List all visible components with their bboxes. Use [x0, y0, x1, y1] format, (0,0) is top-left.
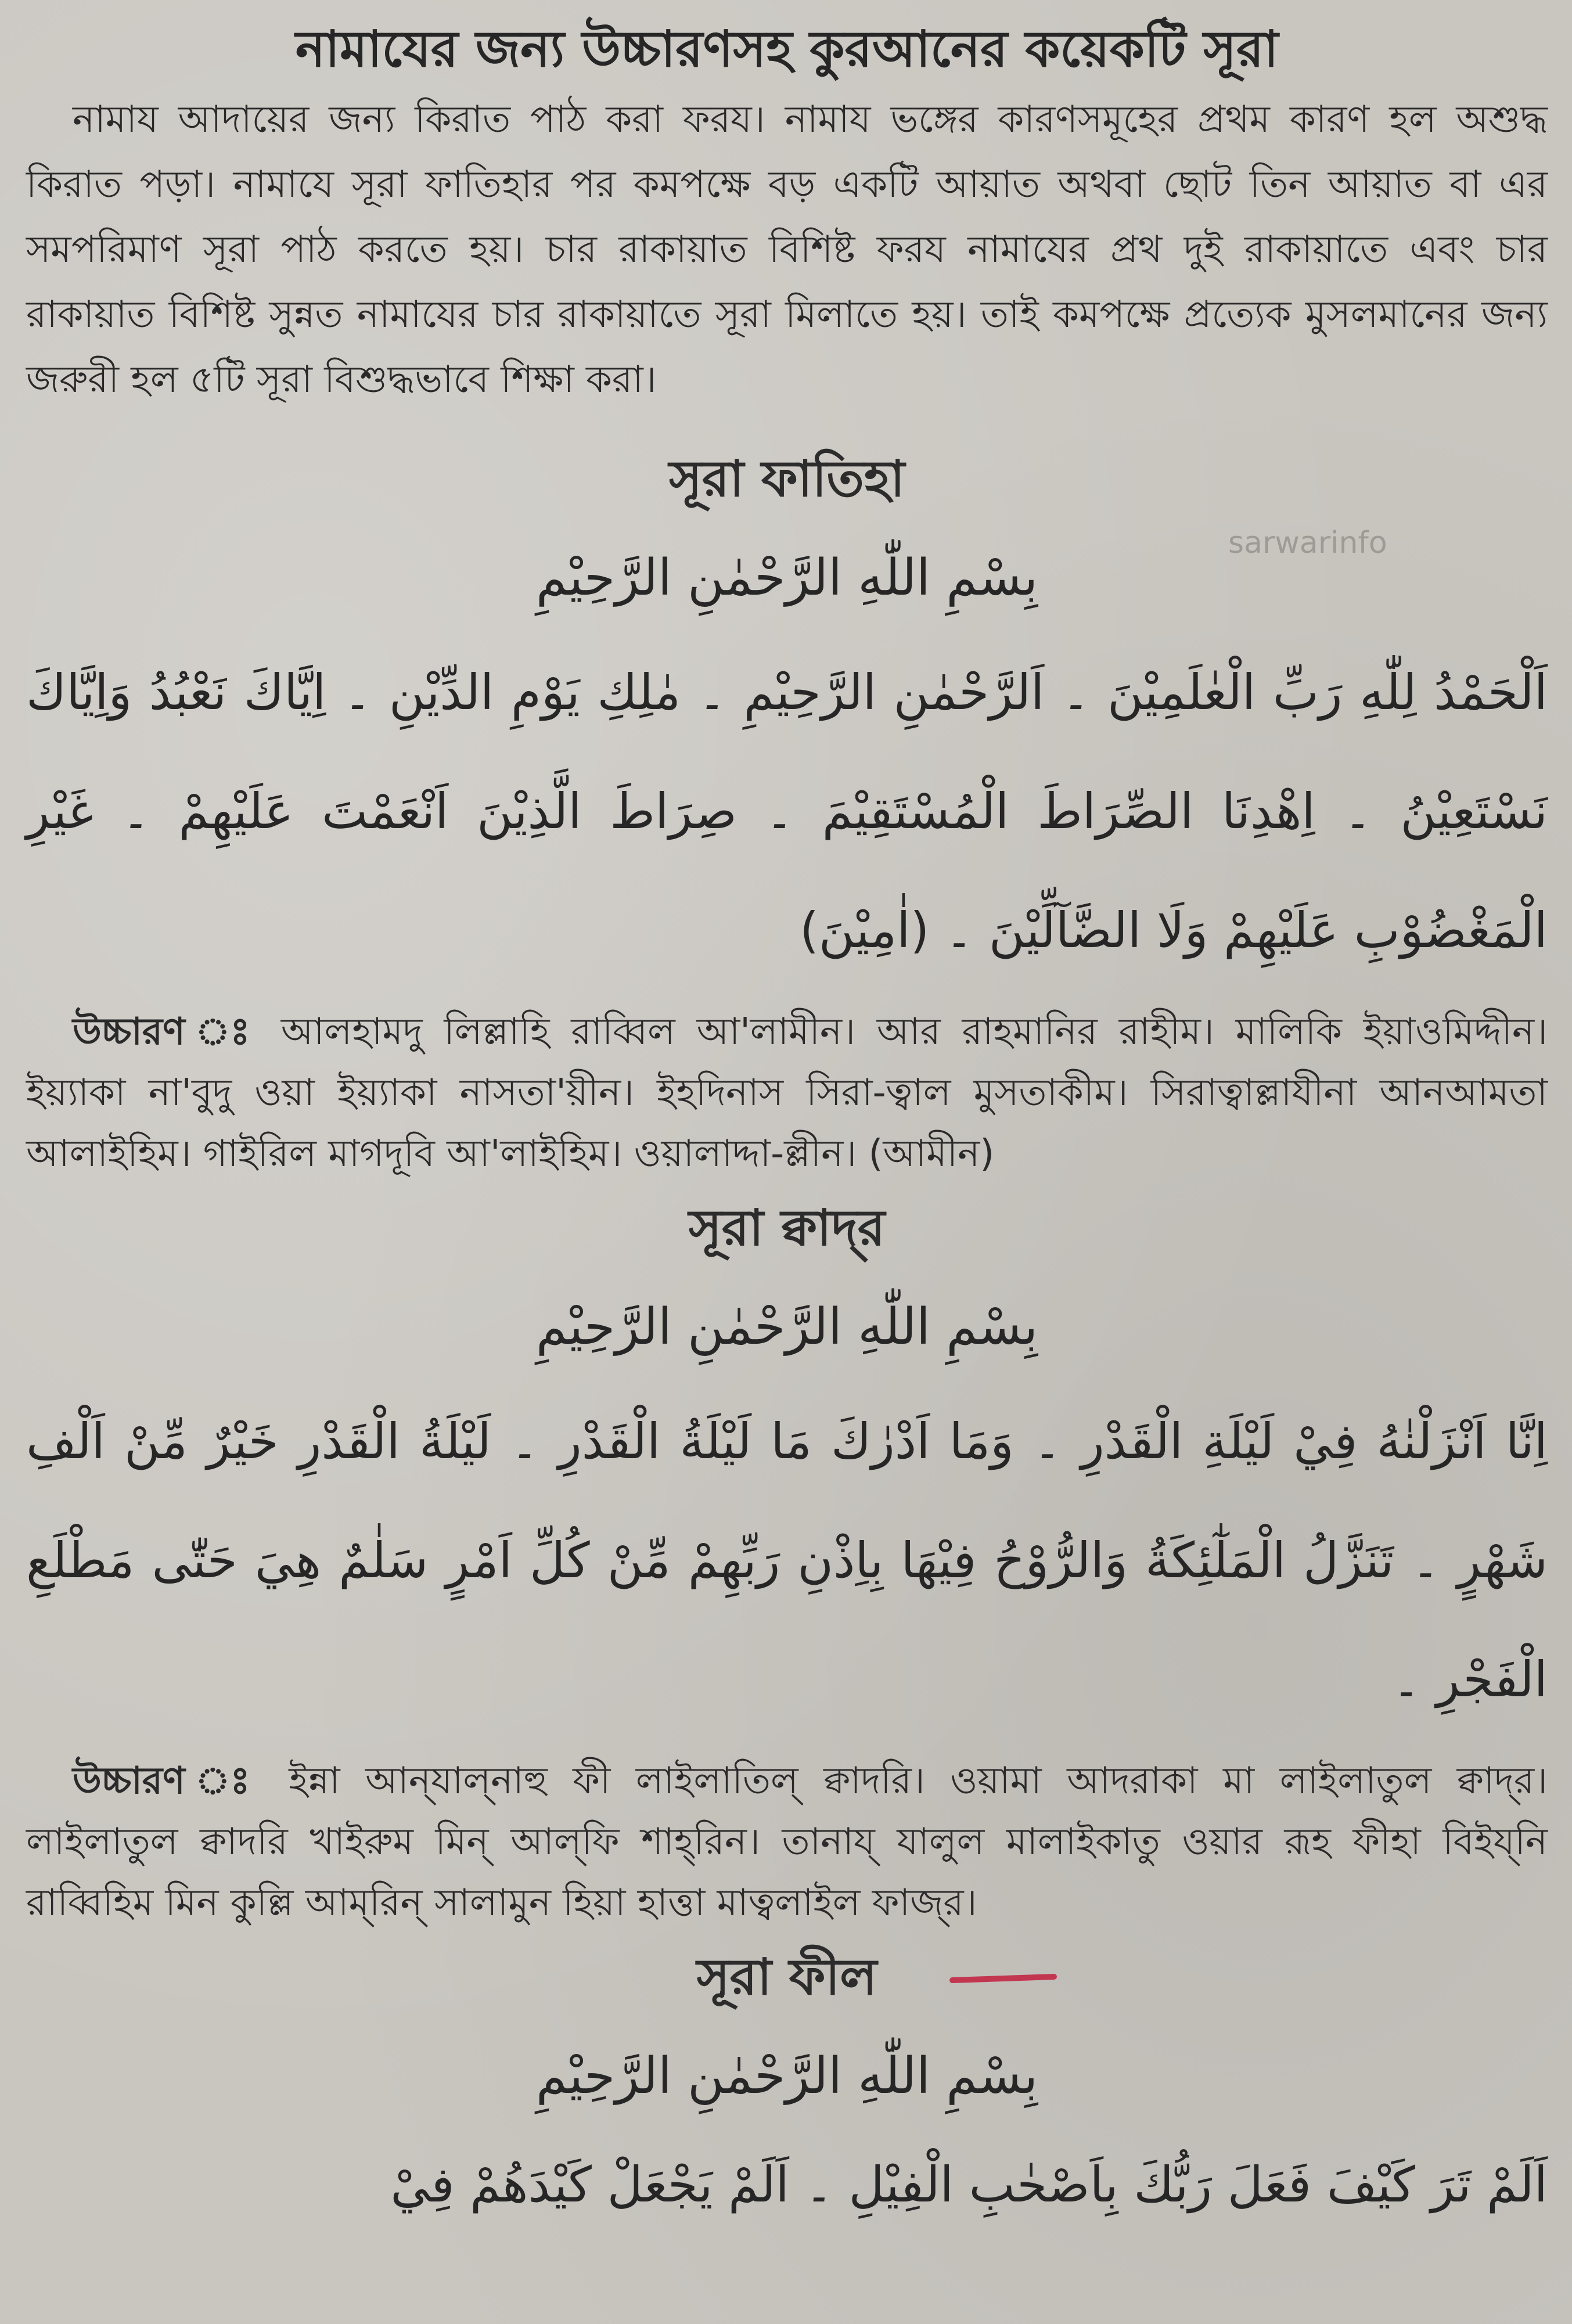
arabic-text: اَلْحَمْدُ لِلّٰهِ رَبِّ الْعٰلَمِيْنَ ۔ اَلرَّحْمٰنِ الرَّحِيْمِ ۔ مٰلِكِ يَوْمِ الدِّيْنِ ۔ اِيَّاكَ نَعْبُدُ وَاِيَّاكَ نَسْتَعِيْنُ ۔ اِهْدِنَا الصِّرَاطَ الْمُسْتَقِيْمَ ۔ صِرَاطَ الَّذِيْنَ اَنْعَمْتَ عَلَيْهِمْ ۔ غَيْرِ الْمَغْضُوْبِ عَلَيْهِمْ وَلَا الضَّآلِّيْنَ ۔ (اٰمِيْنَ) [26, 664, 1548, 959]
section-surah-fil [26, 1934, 1548, 2239]
pronunciation-label: উচ্চারণ ঃ [73, 1760, 264, 1803]
section-title-row [26, 1934, 1548, 2021]
pronunciation [26, 1002, 1548, 1185]
bismillah: بِسْمِ اللّٰهِ الرَّحْمٰنِ الرَّحِيْمِ [535, 549, 1038, 607]
bismillah: بِسْمِ اللّٰهِ الرَّحْمٰنِ الرَّحِيْمِ [535, 1298, 1038, 1356]
page-title: নামাযের জন্য উচ্চারণসহ কুরআনের কয়েকটি সূরা [295, 20, 1279, 78]
bismillah: بِسْمِ اللّٰهِ الرَّحْمٰنِ الرَّحِيْمِ [535, 2047, 1038, 2105]
pronunciation-text: ইন্না আন্‌যাল্‌নাহু ফী লাইলাতিল্ ক্বাদরি। ওয়ামা আদরাকা মা লাইলাতুল ক্বাদ্‌র। লাইলাতুল ক্বাদরি খাইরুম মিন্ আল্‌ফি শাহ্‌রিন। তানায্‌ যালুল মালাইকাতু ওয়ার রূহ ফীহা বিইয্‌নি রাব্বিহিম মিন কুল্লি আম্‌রিন্ সালামুন হিয়া হাত্তা মাত্বলাইল ফাজ্‌র। [26, 1760, 1548, 1924]
section-title: সূরা ক্বাদ্‌র [688, 1199, 886, 1257]
section-title: সূরা ফাতিহা [668, 450, 905, 508]
section-surah-qadr [26, 1185, 1548, 1934]
watermark: sarwarinfo [1228, 526, 1387, 560]
section-title: সূরা ফীল [696, 1948, 877, 2006]
arabic-text: اِنَّا اَنْزَلْنٰهُ فِيْ لَيْلَةِ الْقَدْرِ ۔ وَمَا اَدْرٰكَ مَا لَيْلَةُ الْقَدْرِ ۔ لَيْلَةُ الْقَدْرِ خَيْرٌ مِّنْ اَلْفِ شَهْرٍ ۔ تَنَزَّلُ الْمَلٰٓئِكَةُ وَالرُّوْحُ فِيْهَا بِاِذْنِ رَبِّهِمْ مِّنْ كُلِّ اَمْرٍ سَلٰمٌ هِيَ حَتّٰى مَطْلَعِ الْفَجْرِ ۔ [26, 1413, 1548, 1708]
book-page [26, 12, 1548, 2311]
pronunciation [26, 1751, 1548, 1934]
arabic-text: اَلَمْ تَرَ كَيْفَ فَعَلَ رَبُّكَ بِاَصْحٰبِ الْفِيْلِ ۔ اَلَمْ يَجْعَلْ كَيْدَهُمْ فِيْ [390, 2156, 1548, 2213]
pronunciation-label: উচ্চারণ ঃ [73, 1010, 260, 1053]
pronunciation-text: আলহামদু লিল্লাহি রাব্বিল আ'লামীন। আর রাহমানির রাহীম। মালিকি ইয়াওমিদ্দীন। ইয়্যাকা না'বুদু ওয়া ইয়্যাকা নাসতা'য়ীন। ইহদিনাস সিরা-ত্বাল মুসতাকীম। সিরাত্বাল্লাযীনা আনআমতা আলাইহিম। গাইরিল মাগদূবি আ'লাইহিম। ওয়ালাদ্দা-ল্লীন। (আমীন) [26, 1010, 1548, 1175]
intro-paragraph: নামায আদায়ের জন্য কিরাত পাঠ করা ফরয। নামায ভঙ্গের কারণসমূহের প্রথম কারণ হল অশুদ্ধ কিরাত পড়া। নামাযে সূরা ফাতিহার পর কমপক্ষে বড় একটি আয়াত অথবা ছোট তিন আয়াত বা এর সমপরিমাণ সূরা পাঠ করতে হয়। চার রাকায়াত বিশিষ্ট ফরয নামাযের প্রথ দুই রাকায়াতে এবং চার রাকায়াত বিশিষ্ট সুন্নত নামাযের চার রাকায়াতে সূরা মিলাতে হয়। তাই কমপক্ষে প্রত্যেক মুসলমানের জন্য জরুরী হল ৫টি সূরা বিশুদ্ধভাবে শিক্ষা করা। [26, 98, 1548, 401]
